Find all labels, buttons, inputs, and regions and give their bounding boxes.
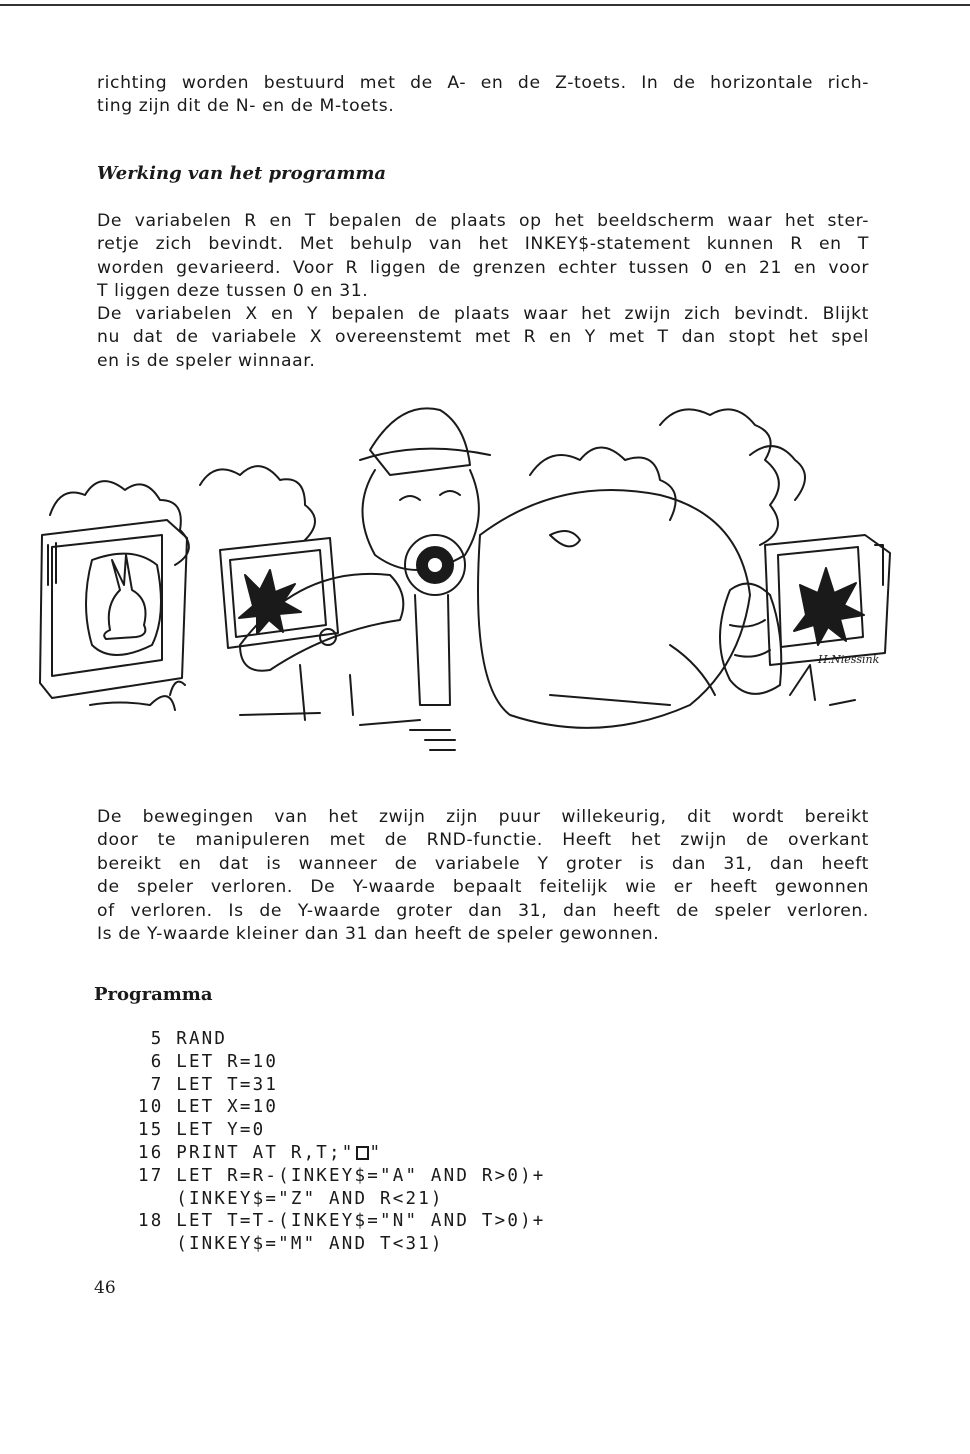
rabbit-icon [104, 555, 145, 639]
hunter-illustration [30, 395, 920, 775]
code-line: 17 LET R=R-(INKEY$="A" AND R>0)+ [138, 1165, 546, 1186]
square-glyph-icon [356, 1146, 369, 1160]
code-line: 7 LET T=31 [138, 1074, 279, 1095]
artist-signature: H.Niessink [818, 653, 880, 666]
section-heading: Werking van het programma [97, 163, 387, 184]
code-line: 6 LET R=10 [138, 1051, 279, 1072]
text-line: Is de Y-waarde kleiner dan 31 dan heeft de speler gewonnen. [97, 924, 660, 945]
tree-right [660, 409, 779, 545]
code-line: 5 RAND [138, 1029, 228, 1049]
text-line: de speler verloren. De Y-waarde bepaalt feitelijk wie er heeft gewonnen [97, 877, 869, 898]
code-line: 15 LET Y=0 [138, 1120, 266, 1141]
bush-right [530, 448, 676, 521]
bush-left [50, 481, 189, 565]
bush-mid [200, 466, 315, 540]
paragraph-1 [97, 210, 869, 304]
code-line: 10 LET X=10 [138, 1097, 279, 1118]
boot [720, 584, 781, 694]
text-line: T liggen deze tussen 0 en 31. [97, 281, 369, 302]
text-line: richting worden bestuurd met de A- en de Z-toets. In de horizontale rich- [97, 73, 869, 93]
text-line: retje zich bevindt. Met behulp van het INKEY$-statement kunnen R en T [97, 234, 869, 255]
tv-explosion-right [765, 535, 890, 665]
code-text: " [369, 1142, 383, 1163]
code-line: (INKEY$="Z" AND R<21) [138, 1188, 444, 1209]
tv-rabbit [40, 520, 187, 698]
rifle-barrel [415, 595, 450, 705]
text-line: of verloren. Is de Y-waarde groter dan 31, dan heeft de speler verloren. [97, 900, 869, 921]
text-line: De bewegingen van het zwijn zijn puur willekeurig, dit wordt bereikt [97, 807, 869, 827]
paragraph-3 [97, 806, 869, 946]
code-line: (INKEY$="M" AND T<31) [138, 1234, 444, 1255]
text-line: door te manipuleren met de RND-functie. Heeft het zwijn de overkant [97, 830, 869, 851]
explosion-icon [794, 568, 864, 645]
code-line: 18 LET T=T-(INKEY$="N" AND T>0)+ [138, 1211, 546, 1232]
code-text: 16 PRINT AT R,T;" [138, 1142, 355, 1163]
paragraph-2 [97, 303, 869, 373]
text-line: ting zijn dit de N- en de M-toets. [97, 96, 395, 117]
tv-explosion-left [220, 538, 338, 648]
top-rule [0, 4, 970, 6]
text-line: en is de speler winnaar. [97, 350, 316, 371]
text-line: De variabelen X en Y bepalen de plaats waar het zwijn zich bevindt. Blijkt [97, 304, 869, 324]
page-number: 46 [94, 1278, 116, 1298]
body [478, 490, 750, 728]
text-line: De variabelen R en T bepalen de plaats op het beeldscherm waar het ster- [97, 211, 869, 231]
code-line-16 [138, 1142, 546, 1165]
intro-paragraph [97, 72, 869, 119]
text-line: bereikt en dat is wanneer de variabele Y groter is dan 31, dan heeft [97, 853, 869, 874]
explosion-icon [239, 570, 301, 634]
hat [370, 408, 470, 475]
grass [90, 665, 855, 750]
text-line: nu dat de variabele X overeenstemt met R en Y met T dan stopt het spel [97, 327, 869, 348]
program-heading: Programma [94, 984, 213, 1005]
program-listing [138, 1028, 546, 1256]
text-line: worden gevarieerd. Voor R liggen de grenzen echter tussen 0 en 21 en voor [97, 257, 869, 278]
